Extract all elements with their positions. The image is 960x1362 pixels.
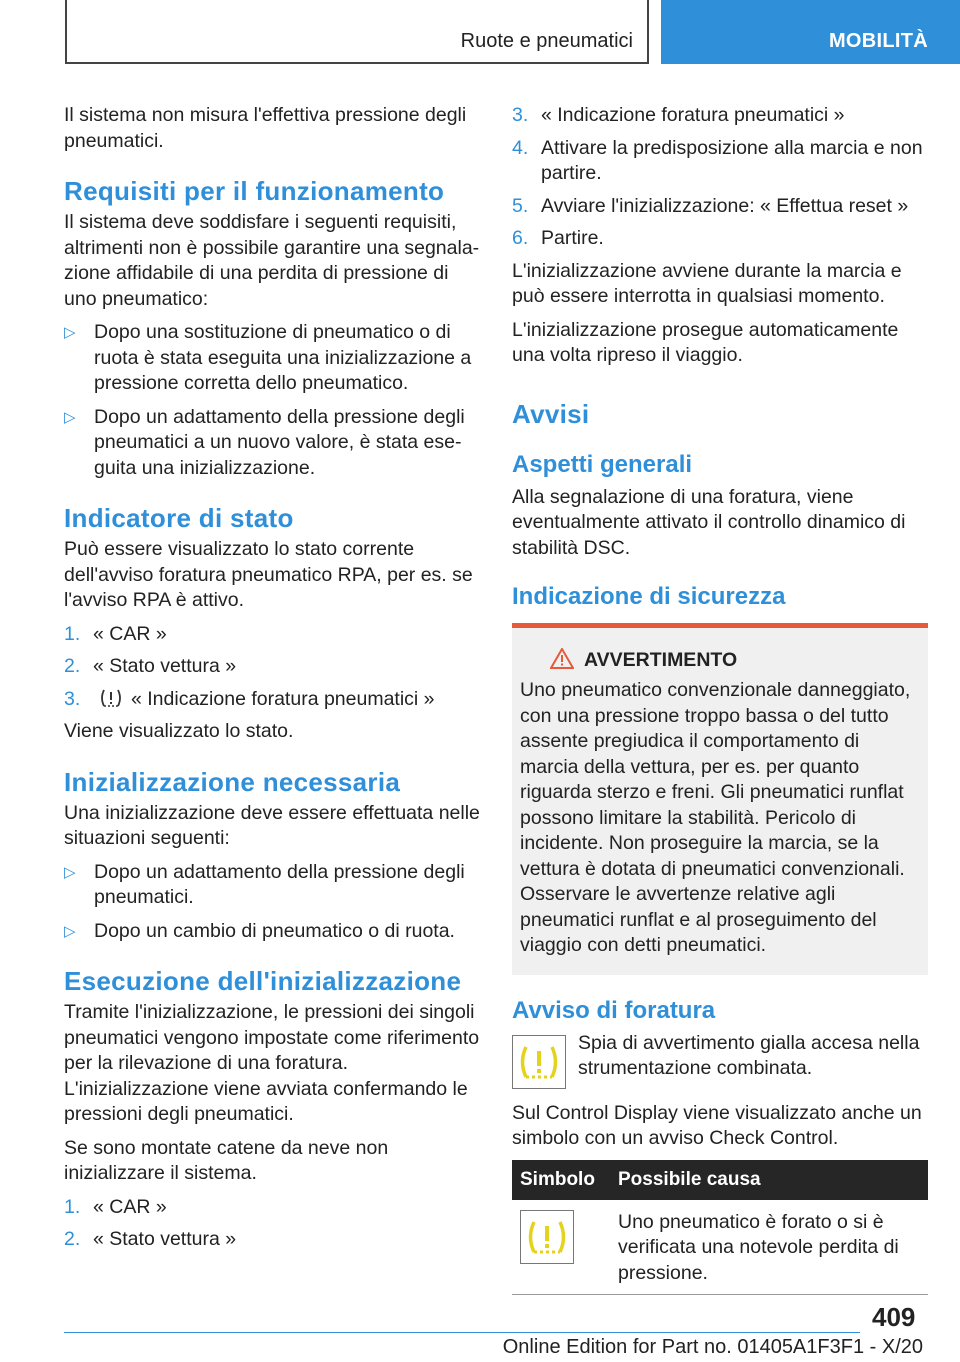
intro-text: Il sistema non misura l'effettiva pressione degli pneumatici. [64, 104, 467, 152]
triangle-bullet-icon: ▷ [64, 324, 76, 341]
table-header-causa: Possibile causa [610, 1160, 928, 1200]
triangle-bullet-icon: ▷ [64, 863, 76, 881]
heading-avvisi: Avvisi [512, 398, 590, 429]
list-item: 3. « Indicazione foratura pneumatici » [512, 104, 845, 126]
list-item: 5. Avviare l'inizializzazione: « Effettua reset » [512, 194, 909, 217]
heading-indicatore: Indicatore di stato [64, 503, 294, 533]
warning-box [512, 623, 928, 975]
warning-text: Uno pneumatico convenzionale danneggiato, con una pressione troppo bassa o del tutto assente pregiudica il comportamento di marcia della vettura, per es. per quanto riguarda sterzo e freni. Gli pneumatici runflat possono limitare la stabilità. Pericolo di incidente. Non proseguire la marcia, se la vettura è dotata di pneumatici convenzionali. Osservare le avvertenze relative agli pneumatici runflat e al proseguimento del viaggio con detti pneumatici. [520, 679, 911, 956]
esecuzione-text: Tramite l'inizializzazione, le pressioni dei singoli pneumatici vengono impostate come riferimento per la rilevazione di una foratura. L'inizializzazione viene avviata confermando le pressioni degli pneumatici. [64, 1001, 480, 1125]
heading-esecuzione: Esecuzione dell'inizializzazione [64, 966, 462, 996]
list-item: ▷ Dopo un adattamento della pressione degli pneumatici a un nuovo valore, è stata eseguita una inizializzazione. [64, 405, 465, 479]
table-cell-symbol [512, 1200, 610, 1295]
tire-pressure-warning-icon [512, 1035, 566, 1089]
durante-text: L'inizializzazione avviene durante la marcia e può essere interrotta in qualsiasi momento. [512, 259, 902, 307]
tire-warning-icon [99, 688, 123, 708]
heading-requisiti: Requisiti per il funzionamento [64, 176, 445, 206]
footer-divider [64, 1332, 860, 1333]
heading-aspetti-generali: Aspetti generali [512, 450, 693, 478]
prosegue-text: L'inizializzazione prosegue automaticamente una volta ripreso il viaggio. [512, 318, 899, 366]
stato-text: Viene visualizzato lo stato. [64, 720, 294, 742]
heading-inizializzazione: Inizializzazione necessaria [64, 766, 401, 797]
aspetti-text: Alla segnalazione di una foratura, viene eventualmente attivato il controllo dinamico di stabilità DSC. [512, 485, 906, 559]
list-item: ▷ Dopo un cambio di pneumatico o di ruota. [64, 919, 480, 945]
symbol-table [512, 1160, 928, 1296]
warning-title: AVVERTIMENTO [584, 649, 738, 671]
header-section-box [65, 0, 649, 64]
inizializzazione-text: Una inizializzazione deve essere effettuata nelle situazioni seguenti: [64, 801, 480, 849]
table-header-row [512, 1160, 928, 1200]
list-item: 1. « CAR » [64, 1195, 167, 1218]
heading-avviso-foratura: Avviso di foratura [512, 996, 716, 1024]
table-cell-cause: Uno pneumatico è forato o si è verificata una notevole perdita di pressione. [610, 1200, 928, 1295]
control-display-text: Sul Control Display viene visualizzato anche un simbolo con un avviso Check Control. [512, 1101, 922, 1149]
list-item: 4. Attivare la predisposizione alla marcia e non partire. [512, 136, 923, 184]
right-column [512, 103, 928, 1295]
indicator-row [512, 1031, 928, 1089]
list-item: 2. « Stato vettura » [64, 655, 237, 677]
header-chapter-title: MOBILITÀ [828, 30, 928, 52]
page-number: 409 [872, 1302, 916, 1332]
header-section-title: Ruote e pneumatici [460, 30, 633, 52]
list-item: 6. Partire. [512, 227, 604, 249]
left-column [64, 103, 480, 1260]
triangle-bullet-icon: ▷ [64, 922, 76, 940]
list-item: ▷ Dopo un adattamento della pressione degli pneumatici. [64, 860, 465, 908]
tire-pressure-warning-icon [520, 1210, 574, 1264]
list-item: ▷ Dopo una sostituzione di pneumatico o di ruota è stata eseguita una inizializzazione a pressione corretta dello pneumatico. [64, 321, 472, 394]
catene-text: Se sono montate catene da neve non inizializzare il sistema. [64, 1136, 389, 1184]
list-item: 3. « Indicazione foratura pneumatici » [64, 687, 435, 710]
table-row [512, 1200, 928, 1295]
requisiti-text: Il sistema deve soddisfare i seguenti requisiti, altrimenti non è possibile garantire una segnalazione affidabile di una perdita di pressione di uno pneumatico: [64, 211, 480, 310]
header-chapter-tab[interactable] [661, 0, 960, 64]
table-header-simbolo: Simbolo [512, 1160, 610, 1200]
warning-triangle-icon [550, 648, 574, 669]
indicatore-text: Può essere visualizzato lo stato corrente dell'avviso foratura pneumatico RPA, per es. se l'avviso RPA è attivo. [64, 538, 473, 611]
indicator-text: Spia di avvertimento gialla accesa nella strumentazione combinata. [578, 1031, 920, 1079]
list-item: 2. « Stato vettura » [64, 1228, 237, 1250]
list-item: 1. « CAR » [64, 622, 167, 645]
heading-sicurezza: Indicazione di sicurezza [512, 583, 786, 610]
warning-title-row [520, 648, 918, 672]
footer-edition: Online Edition for Part no. 01405A1F3F1 - X/20 [502, 1336, 923, 1358]
triangle-bullet-icon: ▷ [64, 408, 76, 426]
